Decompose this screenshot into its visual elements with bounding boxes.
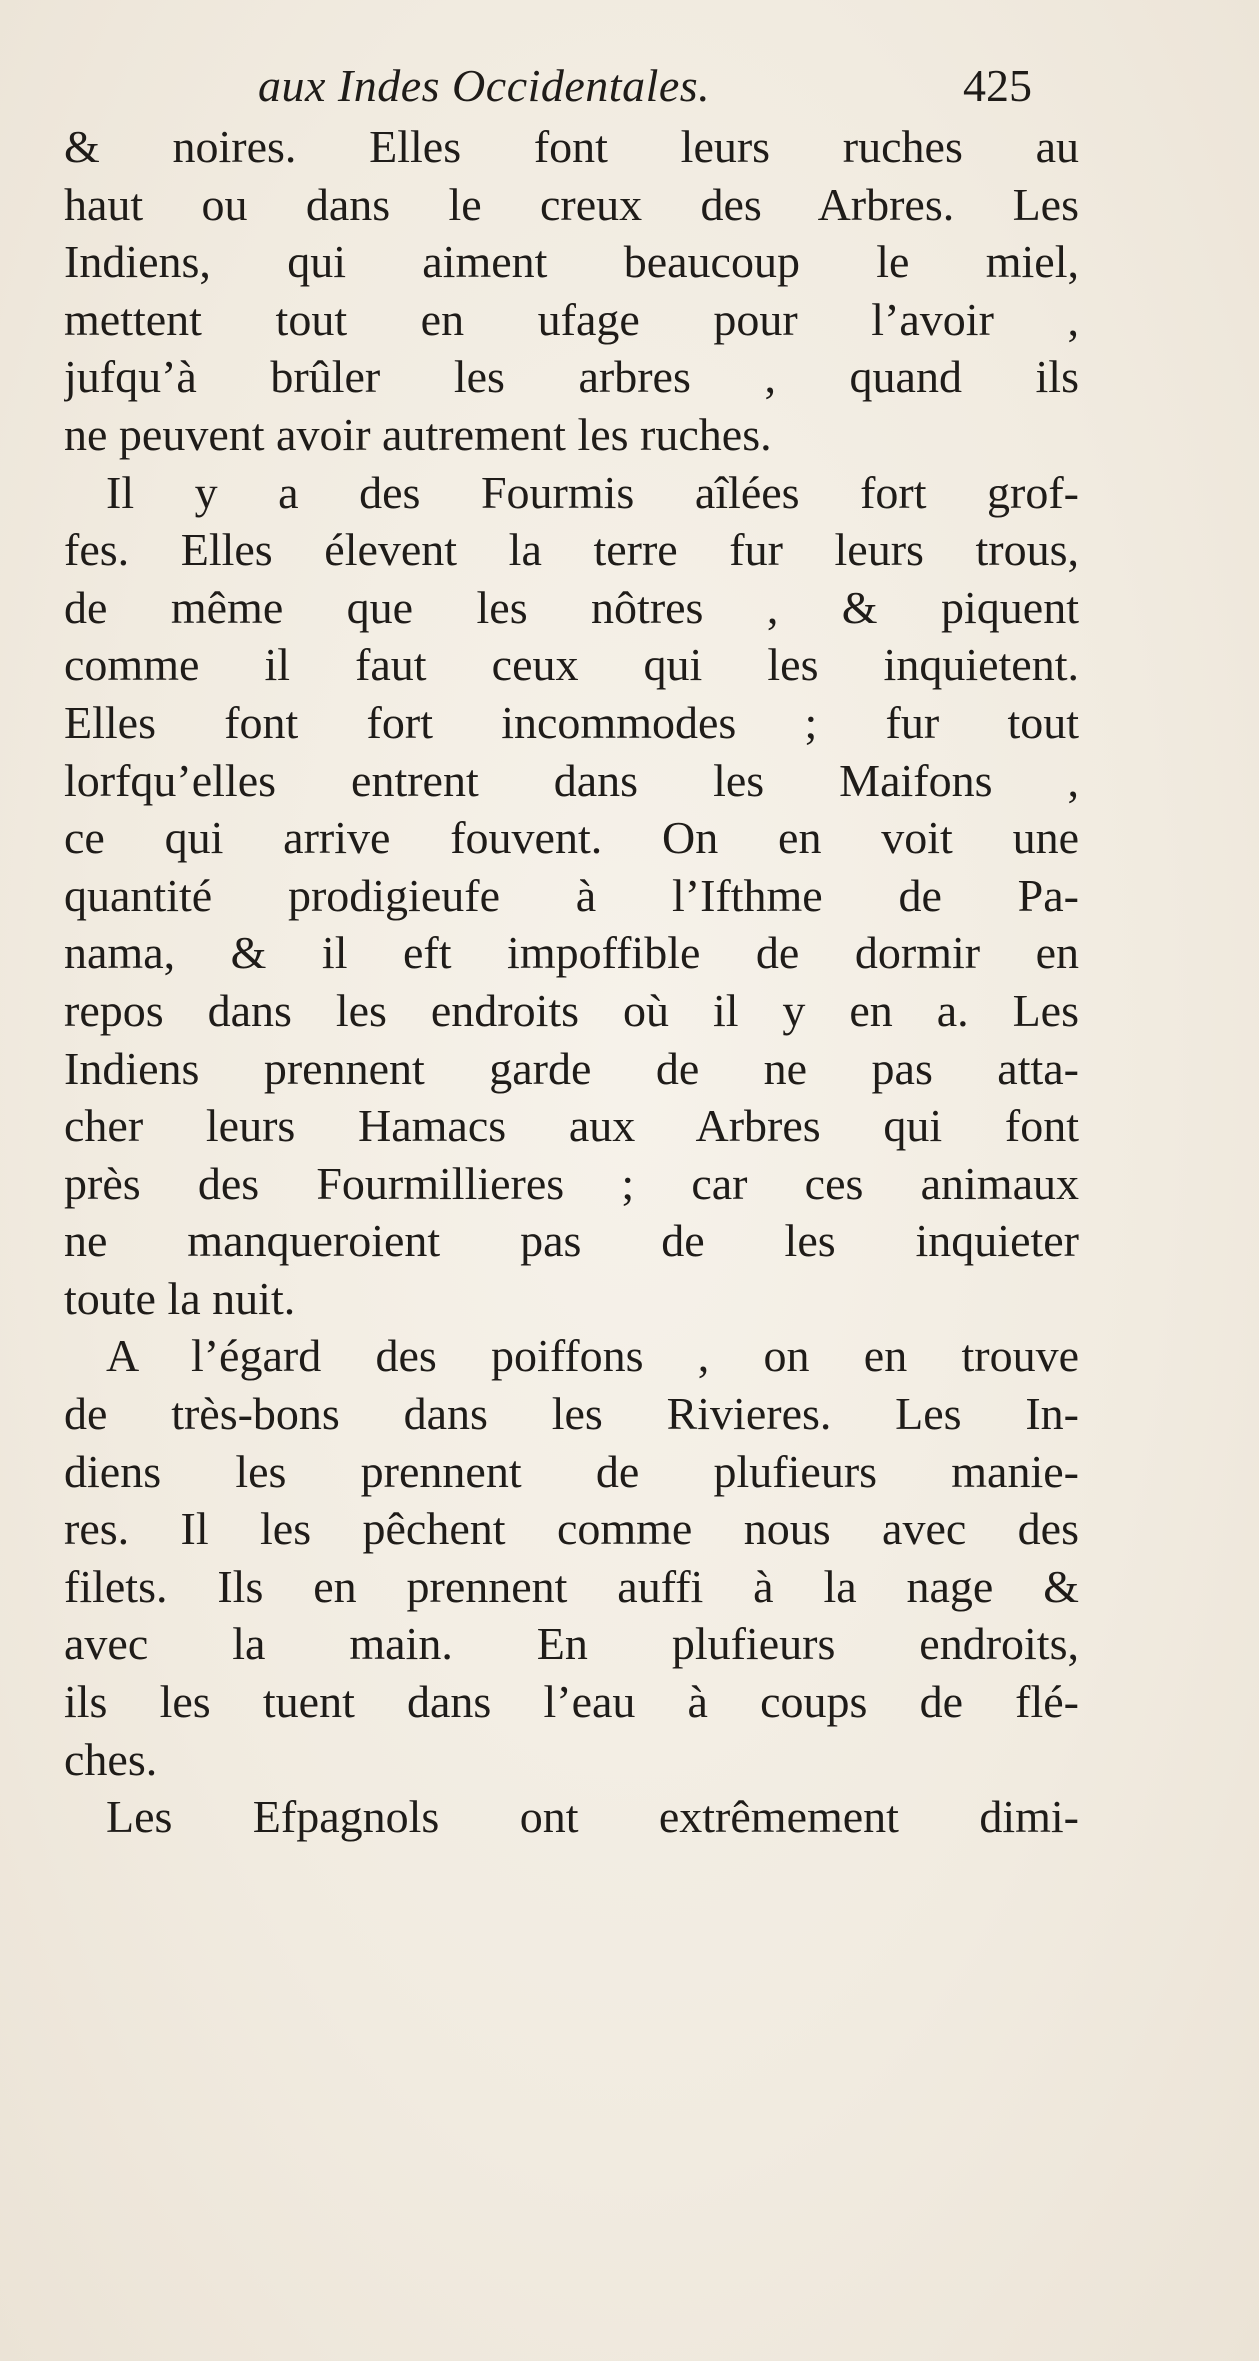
page-number: 425	[963, 60, 1032, 111]
text-line: Elles font fort incommodes ; fur tout	[64, 696, 1079, 748]
text-line: A l’égard des poiffons , on en trouve	[106, 1330, 1079, 1382]
text-line: Indiens prennent garde de ne pas atta-	[64, 1042, 1079, 1094]
text-line: haut ou dans le creux des Arbres. Les	[64, 178, 1079, 230]
running-title: aux Indes Occidentales.	[258, 60, 711, 111]
text-line: comme il faut ceux qui les inquietent.	[64, 639, 1079, 691]
text-line: avec la main. En plufieurs endroits,	[64, 1618, 1079, 1670]
text-line: Il y a des Fourmis aîlées fort grof-	[106, 466, 1079, 518]
text-line: lorfqu’elles entrent dans les Maifons ,	[64, 754, 1079, 806]
text-line: ce qui arrive fouvent. On en voit une	[64, 812, 1079, 864]
text-line: ne manqueroient pas de les inquieter	[64, 1215, 1079, 1267]
text-line: repos dans les endroits où il y en a. Les	[64, 984, 1079, 1036]
text-line: ne peuvent avoir autrement les ruches.	[64, 408, 772, 460]
text-line: diens les prennent de plufieurs manie-	[64, 1445, 1079, 1497]
text-line: & noires. Elles font leurs ruches au	[64, 121, 1079, 172]
text-line: toute la nuit.	[64, 1272, 296, 1324]
text-line: cher leurs Hamacs aux Arbres qui font	[64, 1100, 1079, 1152]
text-line: nama, & il eft impoffible de dormir en	[64, 927, 1079, 979]
text-line: res. Il les pêchent comme nous avec des	[64, 1503, 1079, 1555]
text-line: quantité prodigieufe à l’Ifthme de Pa-	[64, 869, 1079, 921]
text-line: fes. Elles élevent la terre fur leurs trous,	[64, 524, 1079, 576]
page-header	[258, 58, 1078, 120]
text-line: Les Efpagnols ont extrêmement dimi-	[106, 1791, 1079, 1843]
text-line: mettent tout en ufage pour l’avoir ,	[64, 293, 1079, 345]
text-line: de très-bons dans les Rivieres. Les In-	[64, 1388, 1079, 1440]
text-line: jufqu’à brûler les arbres , quand ils	[64, 351, 1079, 403]
text-line: Indiens, qui aiment beaucoup le miel,	[64, 236, 1079, 288]
body-text	[64, 118, 1079, 1846]
text-line: filets. Ils en prennent auffi à la nage &	[64, 1560, 1079, 1612]
text-line: près des Fourmillieres ; car ces animaux	[64, 1157, 1079, 1209]
text-line: ches.	[64, 1733, 158, 1785]
text-line: de même que les nôtres , & piquent	[64, 581, 1079, 633]
text-line: ils les tuent dans l’eau à coups de flé-	[64, 1676, 1079, 1728]
